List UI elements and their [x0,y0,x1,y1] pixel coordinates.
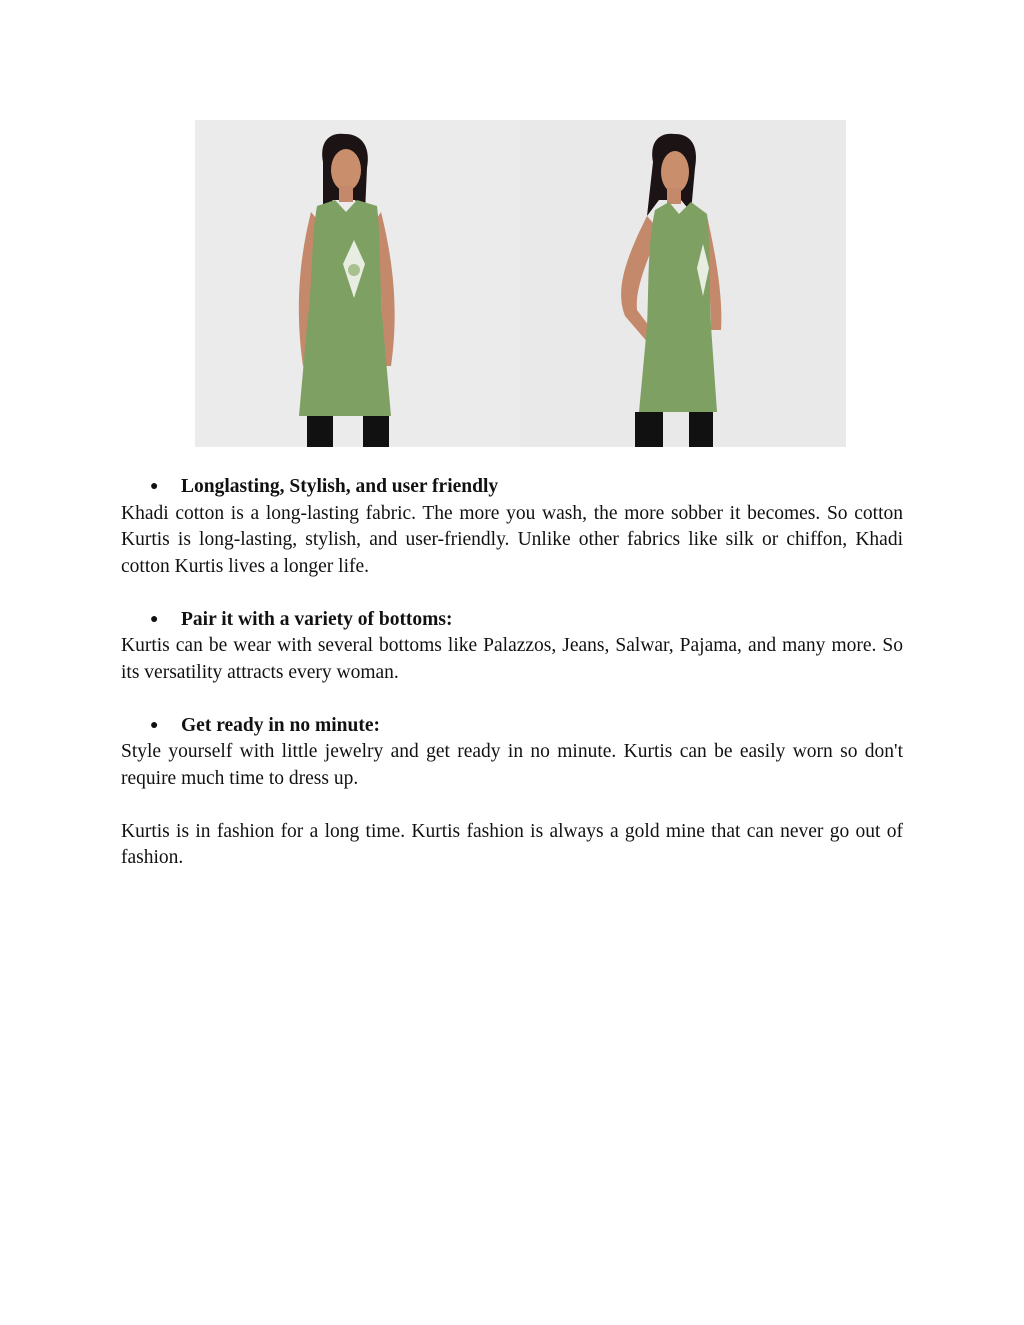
bullet-icon: ● [150,611,159,627]
heading-text: Longlasting, Stylish, and user friendly [181,476,499,497]
bullet-icon: ● [150,717,159,733]
bullet-icon: ● [150,479,159,494]
section-body-longlasting: Khadi cotton is a long-lasting fabric. The more you wash, the more sobber it becomes. So cotton Kurtis is long-lasting, stylish, and user-friendly. Unlike other fabrics like silk or chiffon, Khadi cotton Kurtis lives a longer life. [121,502,903,577]
product-photo [195,120,846,447]
section-heading-longlasting [121,474,903,501]
section-body-bottoms: Kurtis can be wear with several bottoms like Palazzos, Jeans, Salwar, Pajama, and many more. So its versatility attracts every woman. [121,635,903,683]
spacer [121,580,903,607]
kurti-model-illustration [195,120,846,447]
section-heading-get-ready [121,713,903,740]
closing-paragraph: Kurtis is in fashion for a long time. Kurtis fashion is always a gold mine that can never go out of fashion. [121,820,903,868]
article-body [121,474,903,872]
heading-text: Pair it with a variety of bottoms: [181,608,453,630]
section-heading-bottoms [121,607,903,634]
section-body-get-ready: Style yourself with little jewelry and get ready in no minute. Kurtis can be easily worn so don't require much time to dress up. [121,741,903,789]
spacer [121,686,903,713]
spacer [121,792,903,819]
heading-text: Get ready in no minute: [181,714,380,736]
